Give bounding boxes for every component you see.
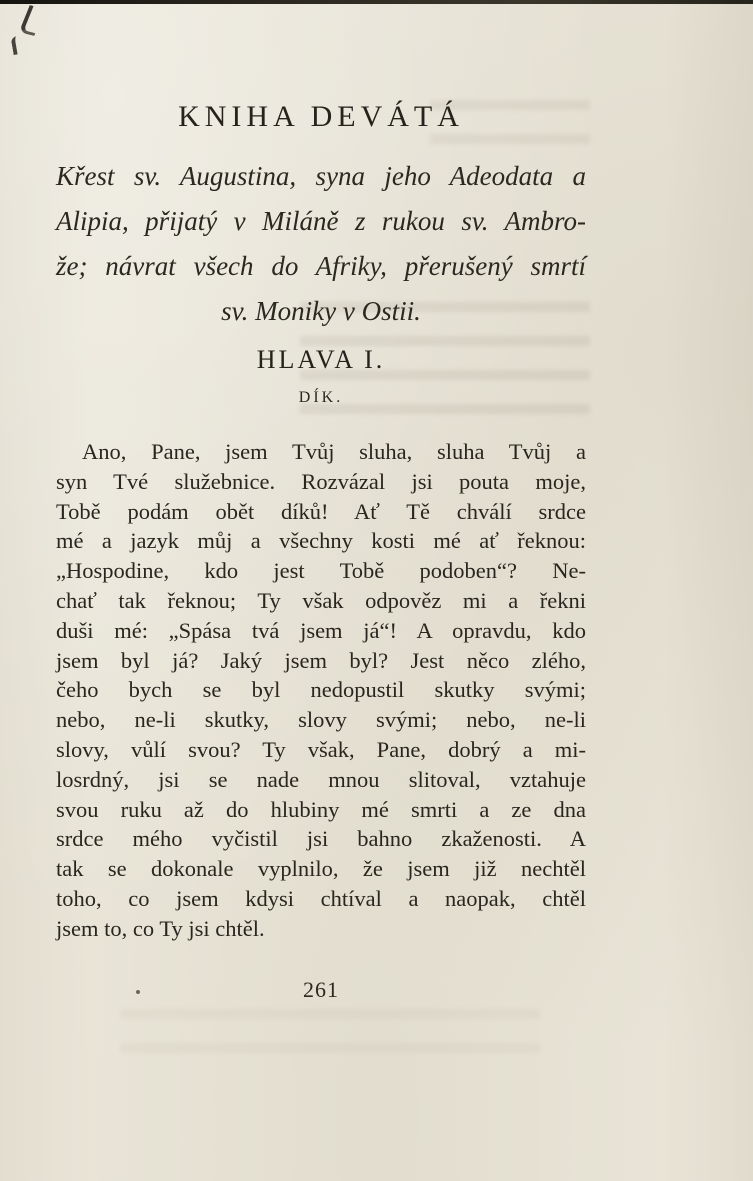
body-text-line: syn Tvé služebnice. Rozvázal jsi pouta moje,	[56, 468, 586, 494]
chapter-summary-line: sv. Moniky v Ostii.	[221, 296, 421, 326]
body-text-line: mé a jazyk můj a všechny kosti mé ať řeknou:	[56, 528, 586, 554]
body-text-line: toho, co jsem kdysi chtíval a naopak, chtěl	[56, 885, 586, 911]
scan-edge	[0, 0, 753, 4]
body-text-line: slovy, vůlí svou? Ty však, Pane, dobrý a mi-	[56, 736, 586, 762]
body-text-line: losrdný, jsi se nade mnou slitoval, vztahuje	[56, 766, 586, 792]
chapter-heading: HLAVA I.	[256, 345, 386, 374]
chapter-subheading: DÍK.	[298, 389, 344, 406]
body-text-line: Tobě podám obět díků! Ať Tě chválí srdce	[56, 498, 586, 524]
scan-mark	[11, 35, 28, 55]
body-text-line: čeho bych se byl nedopustil skutky svými;	[56, 677, 586, 703]
body-text-line: nebo, ne-li skutky, slovy svými; nebo, ne-li	[56, 707, 586, 733]
body-text-line: srdce mého vyčistil jsi bahno zkaženosti. A	[56, 826, 586, 852]
body-text-line: „Hospodine, kdo jest Tobě podoben“? Ne-	[56, 558, 586, 584]
body-text-line: jsem byl já? Jaký jsem byl? Jest něco zlého,	[56, 647, 586, 673]
body-text-line: tak se dokonale vyplnilo, že jsem již nechtěl	[56, 856, 586, 882]
chapter-summary-line: že; návrat všech do Afriky, přerušený smrtí	[56, 251, 586, 281]
body-text-line: svou ruku až do hlubiny mé smrti a ze dna	[56, 796, 586, 822]
chapter-summary	[56, 154, 586, 334]
body-text-line: jsem to, co Ty jsi chtěl.	[56, 915, 265, 941]
body-text-line: duši mé: „Spása tvá jsem já“! A opravdu, kdo	[56, 617, 586, 643]
page-number: 261	[303, 977, 339, 1002]
body-text-line: chať tak řeknou; Ty však odpověz mi a řekni	[56, 587, 586, 613]
body-text	[56, 437, 586, 944]
book-title: KNIHA DEVÁTÁ	[178, 100, 464, 133]
chapter-summary-line: Alipia, přijatý v Miláně z rukou sv. Ambro-	[56, 206, 586, 236]
chapter-summary-line: Křest sv. Augustina, syna jeho Adeodata a	[56, 161, 586, 191]
body-text-line: Ano, Pane, jsem Tvůj sluha, sluha Tvůj a	[82, 439, 586, 464]
